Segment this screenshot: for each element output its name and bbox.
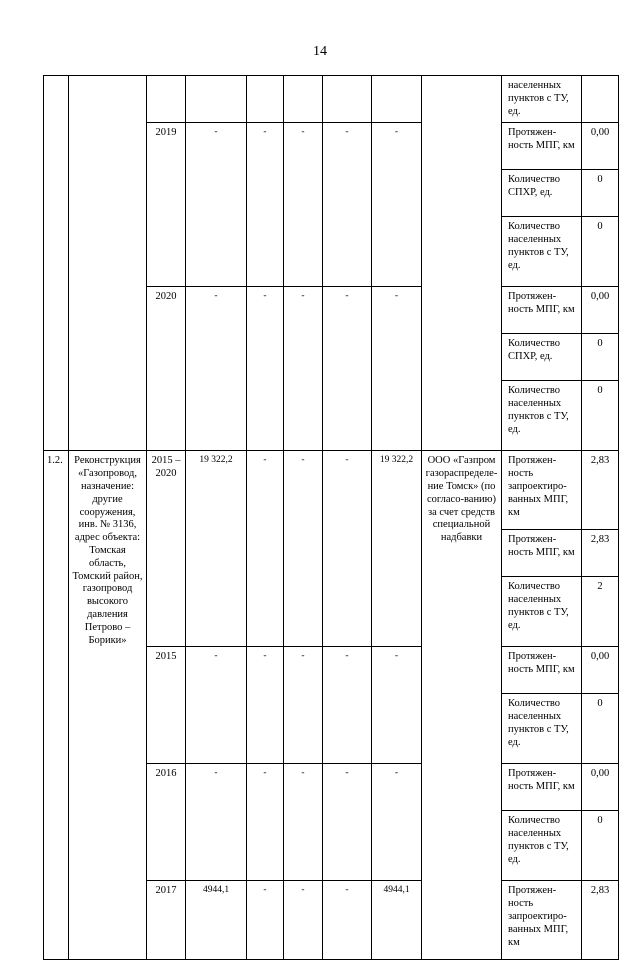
- finance-cell: -: [247, 123, 284, 287]
- item-name: Реконструкция «Газопровод, назначение: другие сооружения, инв. № 3136, адрес объекта: Томская область, Томский район, газопровод высокого давления Петрово – Борики»: [69, 451, 147, 960]
- indicator-name: Количество населенных пунктов с ТУ, ед.: [502, 217, 582, 287]
- indicator-name: Количество СПХР, ед.: [502, 334, 582, 381]
- indicator-value: 2: [582, 577, 619, 647]
- indicator-value: 0,00: [582, 764, 619, 811]
- finance-cell: -: [284, 287, 323, 451]
- indicator-value: 0: [582, 170, 619, 217]
- finance-cell: 4944,1: [372, 881, 422, 960]
- indicator-value: 2,83: [582, 881, 619, 960]
- finance-cell: -: [186, 764, 247, 881]
- finance-cell: -: [323, 287, 372, 451]
- finance-cell: -: [372, 287, 422, 451]
- indicator-value: [582, 76, 619, 123]
- name-cell: [69, 76, 147, 451]
- finance-cell: [284, 76, 323, 123]
- finance-cell: -: [372, 647, 422, 764]
- indicator-value: 0: [582, 217, 619, 287]
- indicator-name: Количество населенных пунктов с ТУ, ед.: [502, 577, 582, 647]
- indicator-name: Протяжен-ность МПГ, км: [502, 530, 582, 577]
- finance-cell: -: [323, 881, 372, 960]
- table-row: [44, 76, 619, 123]
- finance-cell: -: [284, 123, 323, 287]
- finance-cell: [323, 76, 372, 123]
- finance-cell: -: [247, 764, 284, 881]
- finance-cell: -: [323, 451, 372, 647]
- year-cell: 2015: [147, 647, 186, 764]
- indicator-name: населенных пунктов с ТУ, ед.: [502, 76, 582, 123]
- indicator-name: Протяжен-ность МПГ, км: [502, 764, 582, 811]
- table-body: [44, 76, 619, 960]
- indicator-value: 0: [582, 811, 619, 881]
- finance-cell: -: [323, 764, 372, 881]
- finance-cell: [186, 76, 247, 123]
- year-cell: 2019: [147, 123, 186, 287]
- finance-cell: -: [372, 764, 422, 881]
- finance-cell: -: [247, 647, 284, 764]
- finance-cell: -: [284, 881, 323, 960]
- indicator-name: Протяжен-ность МПГ, км: [502, 123, 582, 170]
- indicator-value: 0: [582, 381, 619, 451]
- finance-cell: -: [186, 647, 247, 764]
- indicator-value: 2,83: [582, 530, 619, 577]
- indicator-name: Количество населенных пунктов с ТУ, ед.: [502, 811, 582, 881]
- indicator-name: Количество населенных пунктов с ТУ, ед.: [502, 694, 582, 764]
- year-cell: 2020: [147, 287, 186, 451]
- indicator-name: Протяжен-ность запроектиро-ванных МПГ, км: [502, 881, 582, 960]
- indicator-name: Количество населенных пунктов с ТУ, ед.: [502, 381, 582, 451]
- indicator-value: 0: [582, 334, 619, 381]
- finance-cell: -: [247, 451, 284, 647]
- finance-cell: -: [284, 764, 323, 881]
- finance-cell: -: [284, 647, 323, 764]
- finance-cell: -: [323, 647, 372, 764]
- indicator-name: Протяжен-ность МПГ, км: [502, 287, 582, 334]
- indicator-value: 0: [582, 694, 619, 764]
- indicator-value: 0,00: [582, 123, 619, 170]
- finance-cell: -: [247, 287, 284, 451]
- table-row: [44, 451, 619, 530]
- finance-cell: -: [323, 123, 372, 287]
- finance-cell: -: [247, 881, 284, 960]
- page-number: 14: [313, 44, 327, 59]
- indicator-value: 0,00: [582, 287, 619, 334]
- indicator-name: Протяжен-ность МПГ, км: [502, 647, 582, 694]
- number-cell: [44, 76, 69, 451]
- finance-cell: 4944,1: [186, 881, 247, 960]
- finance-cell: [147, 76, 186, 123]
- executor-cell: ООО «Газпром газораспределе-ние Томск» (по согласо-ванию) за счет средств специальной надбавки: [422, 451, 502, 960]
- indicator-name: Протяжен-ность запроектиро-ванных МПГ, км: [502, 451, 582, 530]
- finance-cell: 19 322,2: [186, 451, 247, 647]
- year-cell: 2017: [147, 881, 186, 960]
- finance-cell: -: [186, 287, 247, 451]
- finance-cell: [372, 76, 422, 123]
- finance-cell: -: [186, 123, 247, 287]
- item-number: 1.2.: [44, 451, 69, 960]
- executor-cell: [422, 76, 502, 451]
- indicator-value: 2,83: [582, 451, 619, 530]
- finance-cell: -: [372, 123, 422, 287]
- year-cell: 2016: [147, 764, 186, 881]
- finance-cell: -: [284, 451, 323, 647]
- program-table: [43, 75, 619, 960]
- year-cell: 2015 – 2020: [147, 451, 186, 647]
- finance-cell: [247, 76, 284, 123]
- indicator-value: 0,00: [582, 647, 619, 694]
- finance-cell: 19 322,2: [372, 451, 422, 647]
- indicator-name: Количество СПХР, ед.: [502, 170, 582, 217]
